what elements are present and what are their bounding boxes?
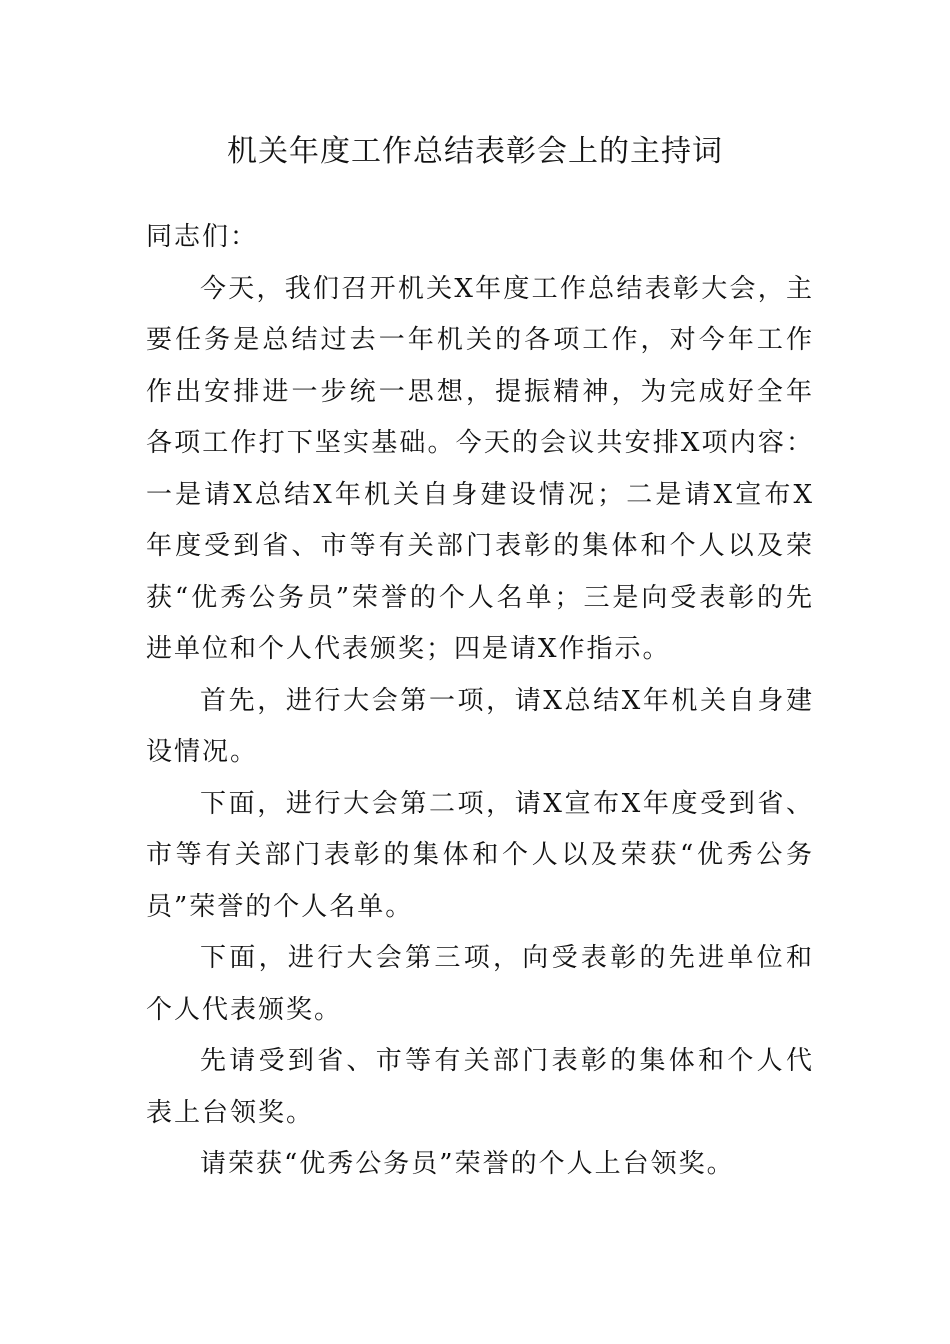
document-body bbox=[146, 208, 814, 1191]
document-title: 机关年度工作总结表彰会上的主持词 bbox=[227, 134, 723, 169]
paragraph-item-2: 下面，进行大会第二项，请X宣布X年度受到省、市等有关部门表彰的集体和个人以及荣获“优秀公务员”荣誉的个人名单。 bbox=[146, 788, 814, 922]
paragraph-item-3: 下面，进行大会第三项，向受表彰的先进单位和个人代表颁奖。 bbox=[146, 943, 814, 1025]
salutation: 同志们： bbox=[146, 222, 259, 252]
paragraph-award-groups: 先请受到省、市等有关部门表彰的集体和个人代表上台领奖。 bbox=[146, 1046, 814, 1128]
paragraph-intro: 今天，我们召开机关X年度工作总结表彰大会，主要任务是总结过去一年机关的各项工作，对今年工作作出安排进一步统一思想，提振精神，为完成好全年各项工作打下坚实基础。今天的会议共安排X项内容：一是请X总结X年机关自身建设情况；二是请X宣布X年度受到省、市等有关部门表彰的集体和个人以及荣获“优秀公务员”荣誉的个人名单；三是向受表彰的先进单位和个人代表颁奖；四是请X作指示。 bbox=[146, 273, 814, 664]
paragraph-item-1: 首先，进行大会第一项，请X总结X年机关自身建设情况。 bbox=[146, 685, 814, 767]
paragraph-award-individuals: 请荣获“优秀公务员”荣誉的个人上台领奖。 bbox=[200, 1149, 735, 1179]
